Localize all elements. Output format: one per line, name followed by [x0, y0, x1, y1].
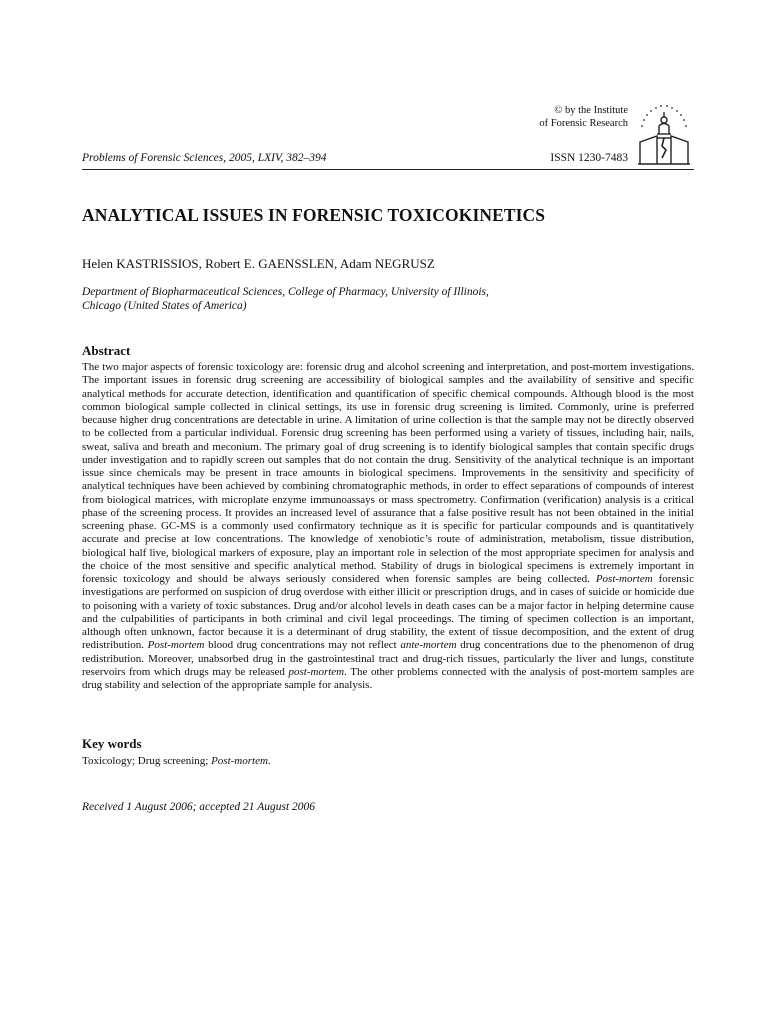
institute-logo-icon [634, 98, 694, 166]
abstract-part-1: The two major aspects of forensic toxicology are: forensic drug and alcohol screening and interpretation, and post-mortem investigations. The important issues in forensic drug screening are accessibility of biological samples and the availability of sensitive and specific analytical methods for accurate detection, identification and quantification of specific chemical compounds. Although blood is the most common biological sample collected in clinical settings, its use in forensic drug screening is limited. Commonly, urine is preferred because higher drug concentrations are detectable in urine. A limitation of urine collection is that the sample may not be directly observed to be collected from a particular individual. Forensic drug screening has been performed using a variety of tissues, including hair, nails, sweat, saliva and breath and meconium. The primary goal of drug screening is to identify biological samples that contain specific drugs under investigation and to rapidly screen out samples that do not contain the drug. Sensitivity of the analytical technique is an important issue since chemicals may be present in trace amounts in biological specimens. Improvements in the sensitivity and specificity of analytical techniques have been achieved by combining chromatographic methods, in order to effect separations of compounds of interest from biological matrices, with microplate enzyme immunoassays or mass spectrometry. Confirmation (verification) analysis is a critical phase of the screening process. It provides an increased level of assurance that a false positive result has not been obtained in the initial screening phase. GC-MS is a commonly used confirmatory technique as it is specific for particular compounds and is quantitatively accurate and precise at low concentrations. The knowledge of xenobiotic’s route of administration, metabolism, tissue distribution, biological half live, biological markers of exposure, play an important role in selection of the most appropriate specimen for analysis and the choice of the most sensitive and specific analytical method. Stability of drugs in biological specimens is extremely important in forensic toxicology and should be always seriously considered when forensic samples are being collected. [82, 361, 694, 585]
page-header [82, 96, 694, 170]
abstract-heading: Abstract [82, 343, 131, 358]
received-date: Received 1 August 2006; accepted 21 August 2006 [82, 801, 316, 813]
keywords-text: Toxicology; Drug screening; [82, 755, 212, 767]
keywords-list [82, 755, 271, 767]
journal-reference: Problems of Forensic Sciences, 2005, LXIV, 382–394 [82, 152, 327, 164]
abstract-post-mortem-1: Post-mortem [595, 573, 653, 585]
abstract-part-3: blood drug concentrations may not reflect [204, 639, 401, 652]
keywords-italic: Post-mortem [211, 755, 268, 767]
copyright-notice [539, 104, 628, 130]
abstract-ante-mortem: ante-mortem [400, 639, 457, 652]
keywords-heading: Key words [82, 736, 142, 751]
article-title: ANALYTICAL ISSUES IN FORENSIC TOXICOKINETICS [82, 205, 546, 225]
affiliation-line-1: Department of Biopharmaceutical Sciences, College of Pharmacy, University of Illinois, [82, 286, 489, 298]
header-divider [82, 169, 694, 170]
abstract-part-4: drug concentrations due to the phenomenon of drug redistribution. Moreover, unabsorbed drug in the gastrointestinal tract and drug-rich tissues, particularly the liver and lungs, constitute reservoirs from which drugs may be released [82, 639, 694, 678]
article-authors: Helen KASTRISSIOS, Robert E. GAENSSLEN, Adam NEGRUSZ [82, 256, 435, 271]
copyright-line-2: of Forensic Research [539, 118, 628, 129]
keywords-end: . [267, 755, 271, 767]
abstract-post-mortem-2: Post-mortem [147, 639, 205, 652]
issn-number: ISSN 1230-7483 [550, 152, 628, 164]
abstract-post-mortem-3: post-mortem [288, 665, 345, 678]
author-affiliation [82, 285, 642, 313]
abstract-part-2: forensic investigations are performed on suspicion of drug overdose with either illicit or prescription drugs, and in cases of suicide or homicide due to poisoning with a variety of toxic substances. Drug and/or alcohol levels in death cases can be a major factor in helping determine cause and the culpabilities of participants in both criminal and civil legal proceedings. The timing of specimen collection is an important, although often unknown, factor because it is a determinant of drug stability, the extent of tissue decomposition, and the extent of drug redistribution. [82, 573, 694, 652]
abstract-text [82, 361, 694, 692]
affiliation-line-2: Chicago (United States of America) [82, 300, 247, 312]
abstract-part-5: . The other problems connected with the analysis of post-mortem samples are drug stability and selection of the appropriate sample for analysis. [82, 665, 694, 691]
copyright-line-1: © by the Institute [554, 105, 628, 116]
